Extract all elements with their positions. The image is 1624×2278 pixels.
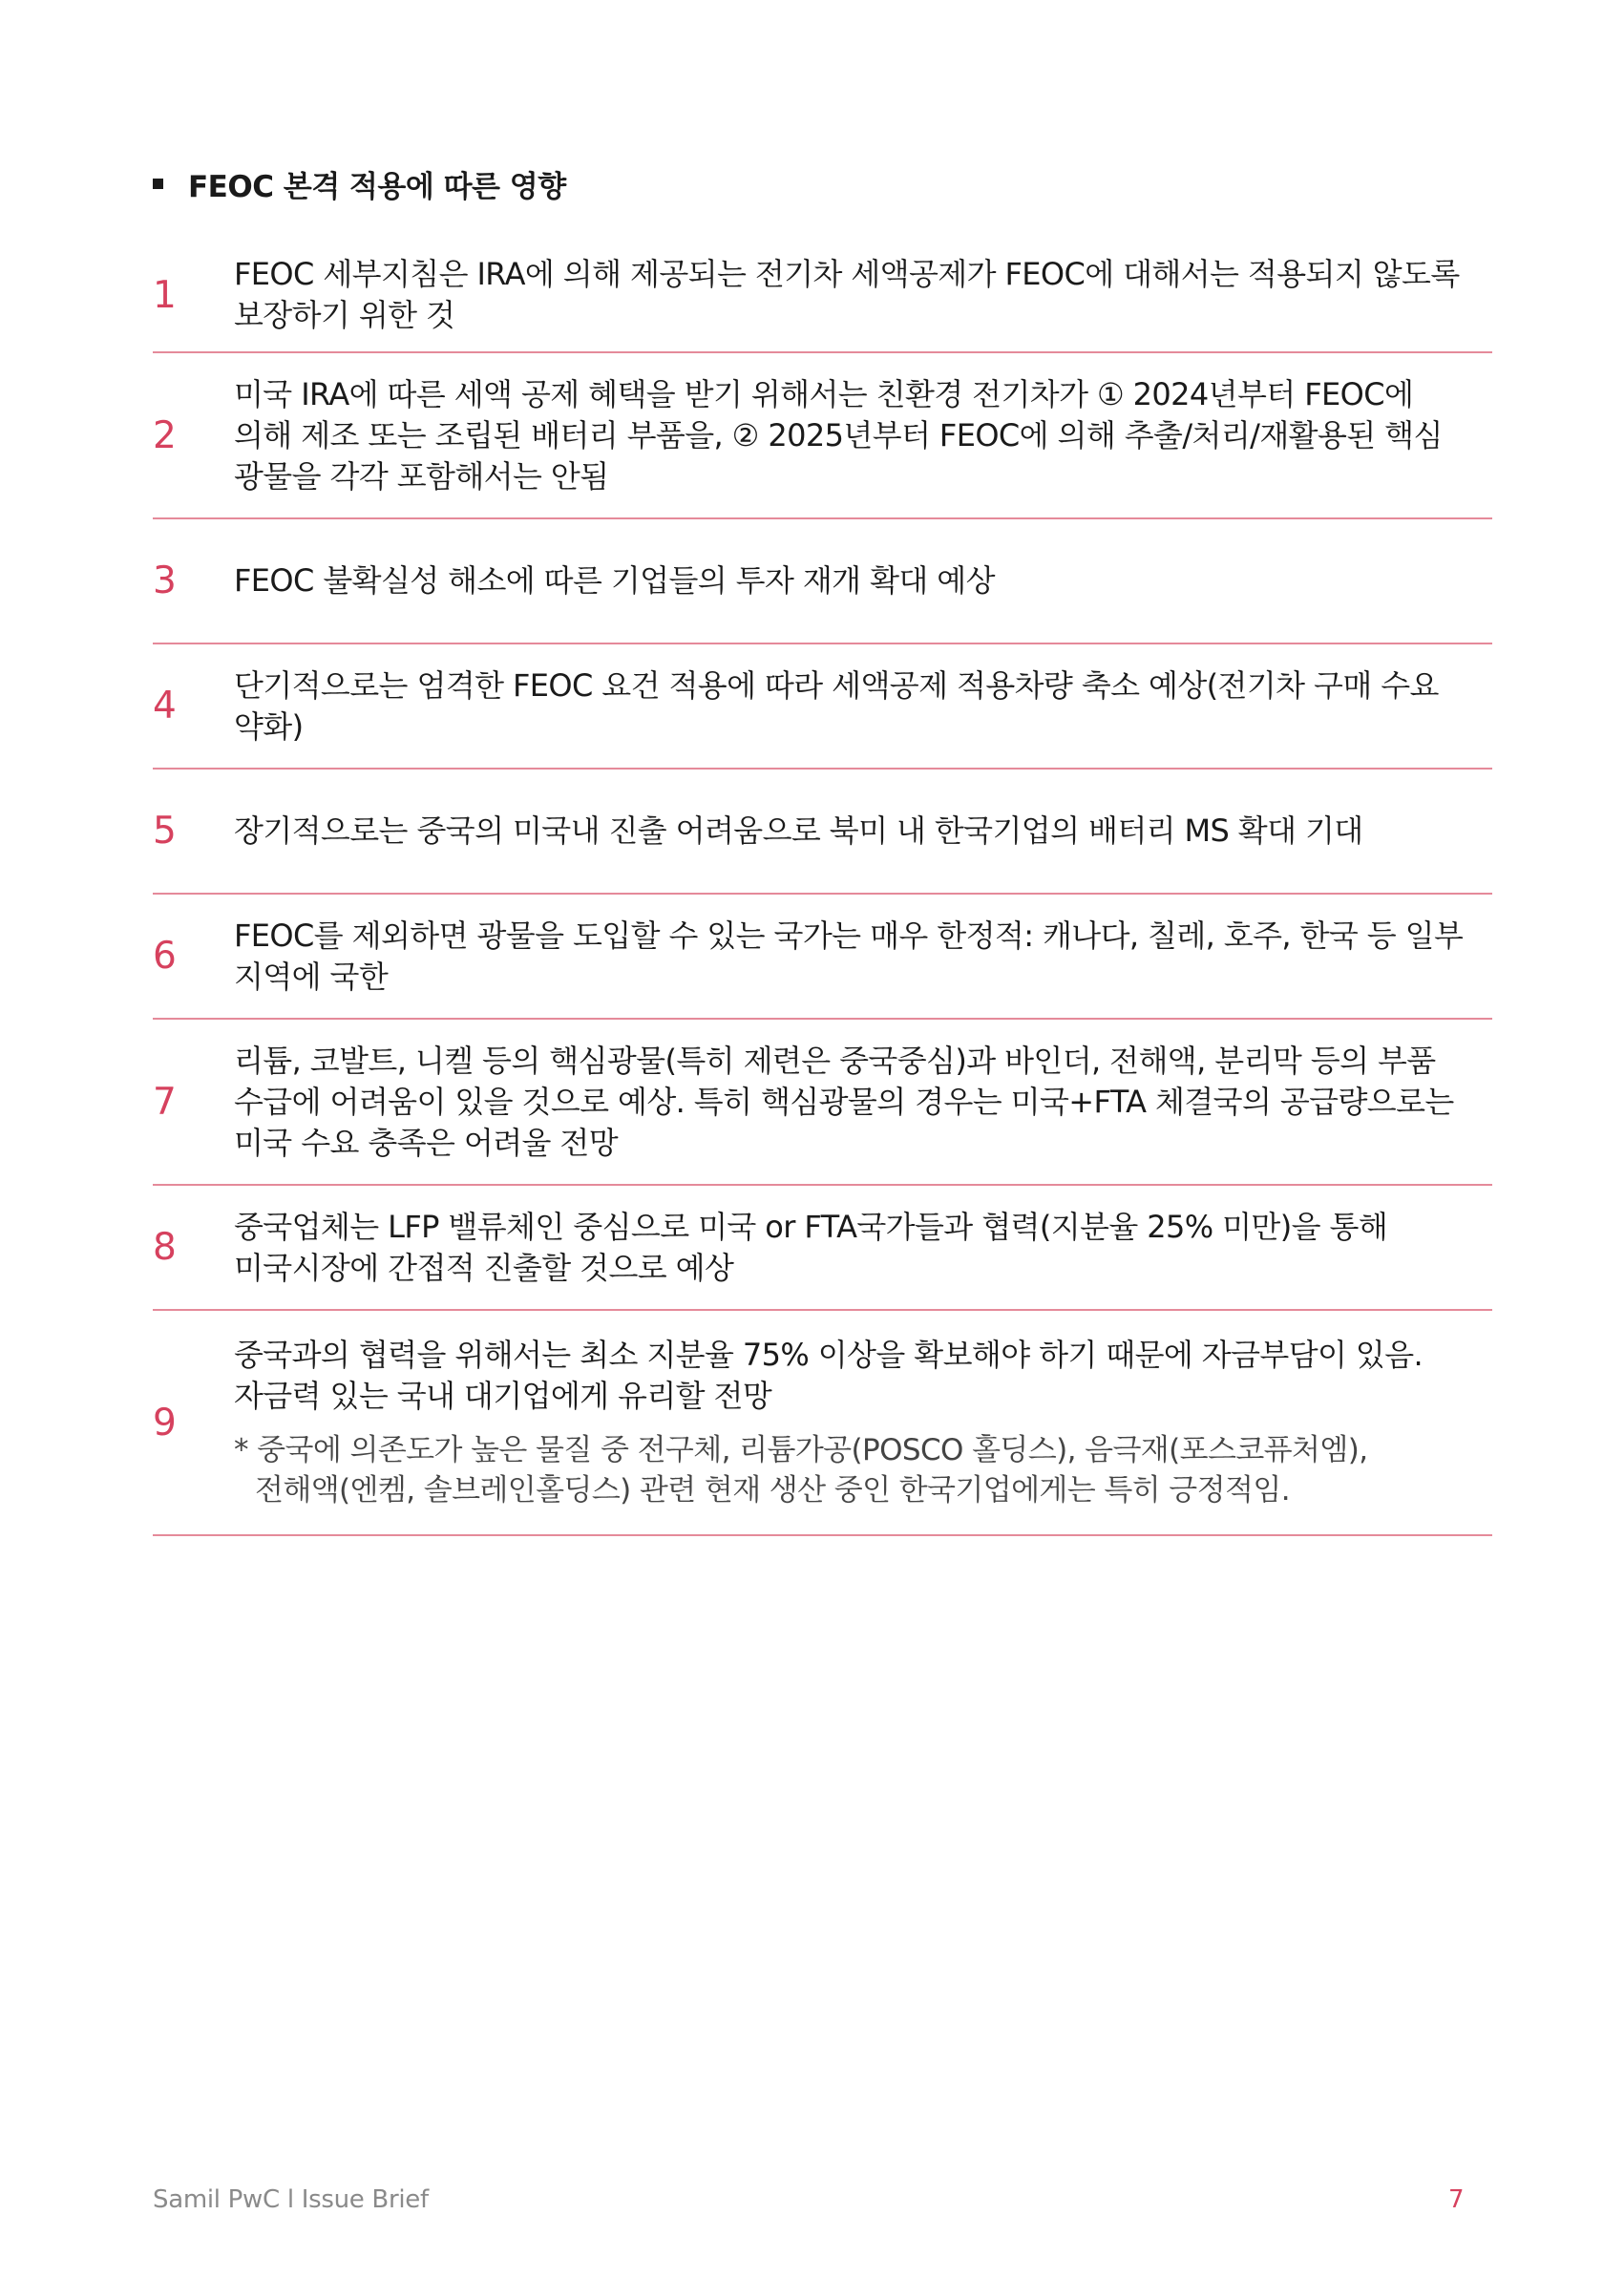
list-item bbox=[153, 895, 1492, 1020]
item-number: 1 bbox=[153, 273, 177, 317]
item-text-line: 수급에 어려움이 있을 것으로 예상. 특히 핵심광물의 경우는 미국+FTA 체결국의 공급량으로는 bbox=[234, 1083, 1454, 1120]
item-text-line: FEOC를 제외하면 광물을 도입할 수 있는 국가는 매우 한정적: 캐나다, 칠레, 호주, 한국 등 일부 bbox=[234, 917, 1464, 954]
item-text bbox=[234, 916, 1492, 998]
footnote-line: * 중국에 의존도가 높은 물질 중 전구체, 리튬가공(POSCO 홀딩스), 음극재(포스코퓨처엠), bbox=[234, 1433, 1368, 1467]
item-text-line: 미국 IRA에 따른 세액 공제 혜택을 받기 위해서는 친환경 전기차가 ① 2024년부터 FEOC에 bbox=[234, 375, 1414, 412]
square-bullet-icon bbox=[153, 179, 163, 189]
list-item bbox=[153, 239, 1492, 353]
list-item bbox=[153, 1186, 1492, 1311]
item-text bbox=[234, 1207, 1492, 1289]
item-text-line: 약화) bbox=[234, 707, 304, 745]
section-title: FEOC 본격 적용에 따른 영향 bbox=[188, 169, 566, 204]
footnote-line: 전해액(엔켐, 솔브레인홀딩스) 관련 현재 생산 중인 한국기업에게는 특히 긍정적임. bbox=[255, 1473, 1290, 1508]
list-item bbox=[153, 353, 1492, 519]
item-text-line: 장기적으로는 중국의 미국내 진출 어려움으로 북미 내 한국기업의 배터리 MS 확대 기대 bbox=[234, 812, 1363, 849]
impact-list bbox=[153, 239, 1492, 1536]
item-text-line: 광물을 각각 포함해서는 안됨 bbox=[234, 457, 609, 495]
list-item bbox=[153, 1020, 1492, 1186]
list-item bbox=[153, 770, 1492, 895]
item-number: 6 bbox=[153, 935, 177, 978]
item-text-line: 보장하기 위한 것 bbox=[234, 297, 455, 333]
section-heading bbox=[153, 160, 566, 206]
list-item bbox=[153, 1311, 1492, 1536]
item-number: 5 bbox=[153, 810, 177, 853]
item-text-line: 의해 제조 또는 조립된 배터리 부품을, ② 2025년부터 FEOC에 의해 추출/처리/재활용된 핵심 bbox=[234, 416, 1443, 453]
footer-publisher: Samil PwC l Issue Brief bbox=[153, 2185, 429, 2214]
item-text bbox=[234, 1041, 1492, 1164]
item-text-line: 지역에 국한 bbox=[234, 958, 389, 995]
item-text-line: FEOC 세부지침은 IRA에 의해 제공되는 전기차 세액공제가 FEOC에 대해서는 적용되지 않도록 bbox=[234, 256, 1460, 292]
list-item bbox=[153, 519, 1492, 644]
item-text bbox=[234, 254, 1492, 336]
item-number: 3 bbox=[153, 559, 177, 602]
item-number: 8 bbox=[153, 1226, 177, 1269]
item-text-line: 자금력 있는 국내 대기업에게 유리할 전망 bbox=[234, 1378, 772, 1414]
item-number: 7 bbox=[153, 1080, 177, 1124]
item-text-line: 단기적으로는 엄격한 FEOC 요건 적용에 따라 세액공제 적용차량 축소 예상(전기차 구매 수요 bbox=[234, 666, 1439, 704]
page-number: 7 bbox=[1448, 2185, 1465, 2214]
item-footnote bbox=[234, 1430, 1473, 1510]
item-text-line: 중국업체는 LFP 밸류체인 중심으로 미국 or FTA국가들과 협력(지분율 25% 미만)을 통해 bbox=[234, 1208, 1388, 1245]
item-text bbox=[234, 665, 1492, 748]
item-number: 4 bbox=[153, 685, 177, 728]
list-item bbox=[153, 644, 1492, 770]
item-text bbox=[234, 560, 1492, 601]
item-text-line: FEOC 불확실성 해소에 따른 기업들의 투자 재개 확대 예상 bbox=[234, 562, 995, 599]
item-text-line: 리튬, 코발트, 니켈 등의 핵심광물(특히 제련은 중국중심)과 바인더, 전해액, 분리막 등의 부품 bbox=[234, 1042, 1436, 1079]
item-text bbox=[234, 374, 1492, 497]
item-text bbox=[234, 811, 1492, 852]
item-text-line: 중국과의 협력을 위해서는 최소 지분율 75% 이상을 확보해야 하기 때문에 자금부담이 있음. bbox=[234, 1337, 1424, 1373]
item-text-line: 미국 수요 충족은 어려울 전망 bbox=[234, 1124, 619, 1161]
item-number: 2 bbox=[153, 413, 177, 457]
item-text bbox=[234, 1335, 1492, 1510]
item-text-line: 미국시장에 간접적 진출할 것으로 예상 bbox=[234, 1249, 734, 1286]
item-number: 9 bbox=[153, 1401, 177, 1445]
